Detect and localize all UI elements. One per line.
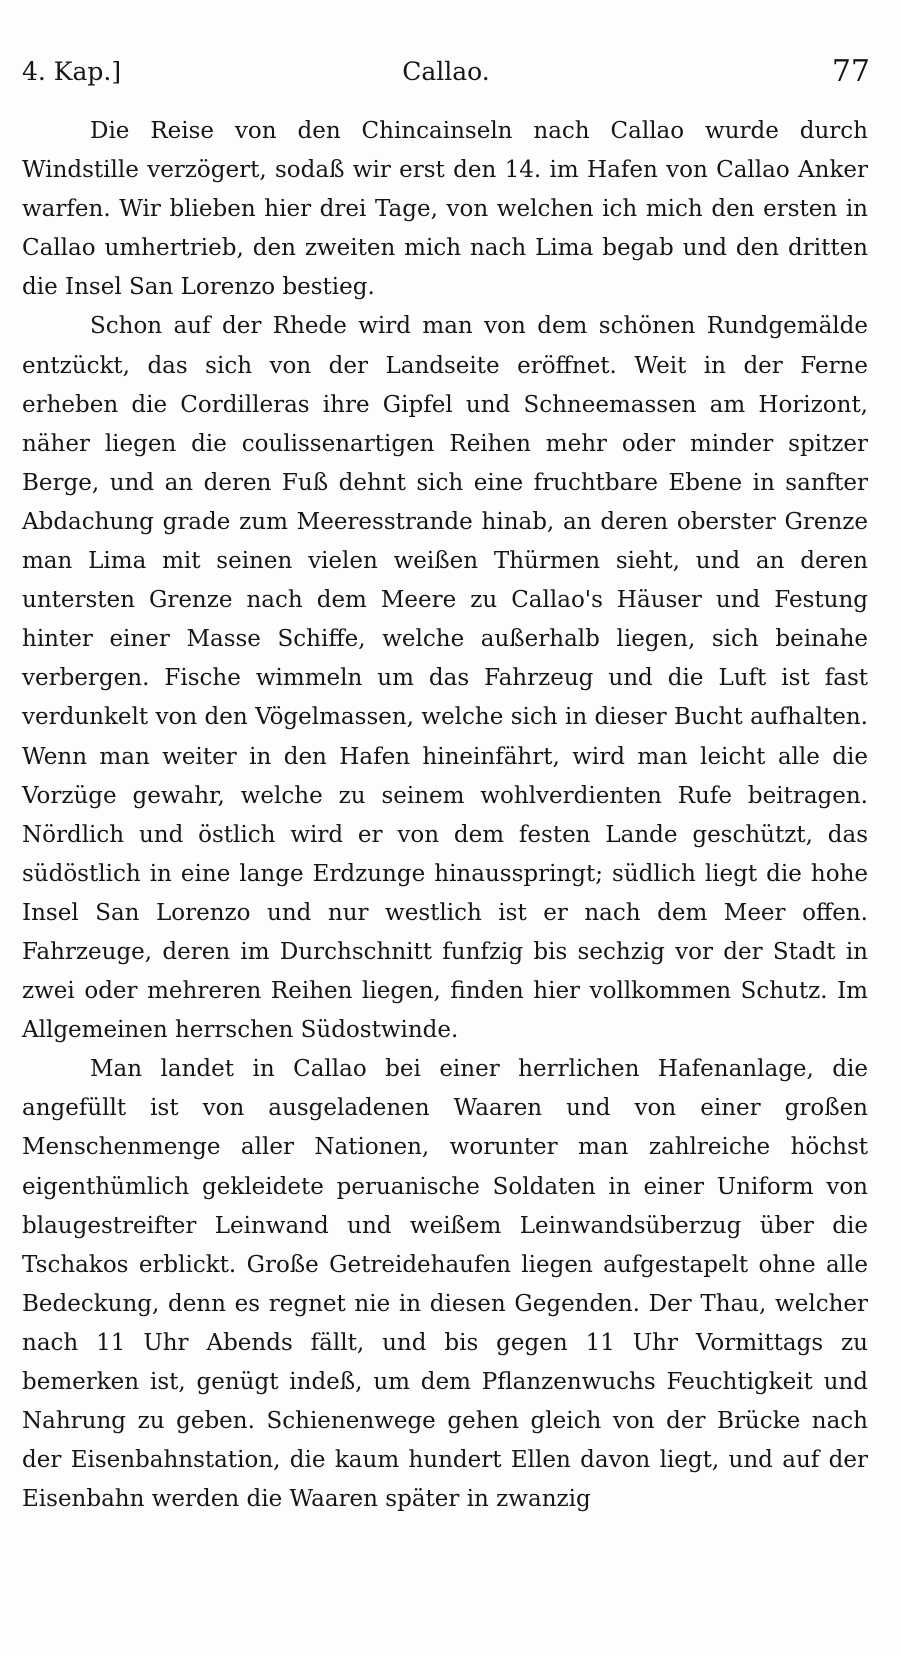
page-title: Callao.	[402, 57, 490, 86]
running-head	[22, 52, 870, 92]
paragraph-2: Schon auf der Rhede wird man von dem schönen Rundgemälde entzückt, das sich von der Landseite eröffnet. Weit in der Ferne erheben die Cordilleras ihre Gipfel und Schneemassen am Horizont, näher liegen die coulissenartigen Reihen mehr oder minder spitzer Berge, und an deren Fuß dehnt sich eine fruchtbare Ebene in sanfter Abdachung grade zum Meeresstrande hinab, an deren oberster Grenze man Lima mit seinen vielen weißen Thürmen sieht, und an deren untersten Grenze nach dem Meere zu Callao's Häuser und Festung hinter einer Masse Schiffe, welche außerhalb liegen, sich beinahe verbergen. Fische wimmeln um das Fahrzeug und die Luft ist fast verdunkelt von den Vögelmassen, welche sich in dieser Bucht aufhalten. Wenn man weiter in den Hafen hineinfährt, wird man leicht alle die Vorzüge gewahr, welche zu seinem wohlverdienten Rufe beitragen. Nördlich und östlich wird er von dem festen Lande geschützt, das südöstlich in eine lange Erdzunge hinausspringt; südlich liegt die hohe Insel San Lorenzo und nur westlich ist er nach dem Meer offen. Fahrzeuge, deren im Durchschnitt funfzig bis sechzig vor der Stadt in zwei oder mehreren Reihen liegen, finden hier vollkommen Schutz. Im Allgemeinen herrschen Südostwinde.	[22, 313, 868, 1044]
paragraph-1: Die Reise von den Chincainseln nach Callao wurde durch Windstille verzögert, sodaß wir erst den 14. im Hafen von Callao Anker warfen. Wir blieben hier drei Tage, von welchen ich mich den ersten in Callao umhertrieb, den zweiten mich nach Lima begab und den dritten die Insel San Lorenzo bestieg.	[22, 118, 868, 301]
chapter-label: 4. Kap.]	[22, 57, 122, 86]
body-text	[22, 112, 868, 1519]
paragraph-3: Man landet in Callao bei einer herrlichen Hafenanlage, die angefüllt ist von ausgeladenen Waaren und von einer großen Menschenmenge aller Nationen, worunter man zahlreiche höchst eigenthümlich gekleidete peruanische Soldaten in einer Uniform von blaugestreifter Leinwand und weißem Leinwandsüberzug über die Tschakos erblickt. Große Getreidehaufen liegen aufgestapelt ohne alle Bedeckung, denn es regnet nie in diesen Gegenden. Der Thau, welcher nach 11 Uhr Abends fällt, und bis gegen 11 Uhr Vormittags zu bemerken ist, genügt indeß, um dem Pflanzenwuchs Feuchtigkeit und Nahrung zu geben. Schienenwege gehen gleich von der Brücke nach der Eisenbahnstation, die kaum hundert Ellen davon liegt, und auf der Eisenbahn werden die Waaren später in zwanzig	[22, 1056, 868, 1513]
page-number: 77	[831, 54, 870, 89]
